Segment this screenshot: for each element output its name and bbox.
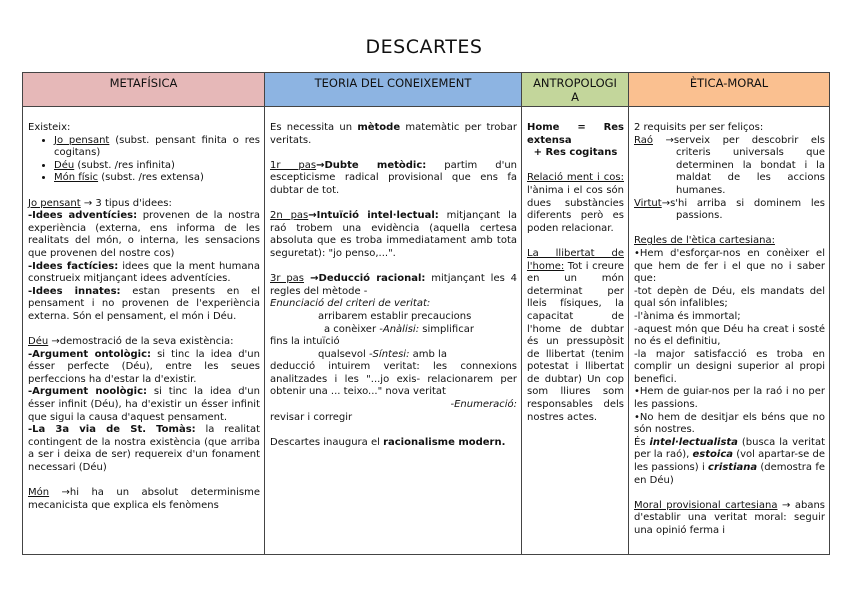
moral-provisional: Moral provisional cartesiana → abans d'establir una veritat moral: seguir una opinió ferma i [634,499,825,536]
summary-table [22,72,830,555]
header-antropologia: ANTROPOLOGIA [522,73,629,107]
argument-ontologic: -Argument ontològic: si tinc la idea d'un ésser perfecte (Déu), entre les seues perfeccions ha d'estar la d'existir. [28,348,260,385]
regla-3: •No hem de desitjar els béns que no són nostres. [634,411,825,436]
list-item: • Déu (subst. /res infinita) [54,160,260,173]
pas-1-dubte: 1r pas→Dubte metòdic: partim d'un escepticisme radical provisional que ens fa dubtar de tot. [270,159,517,196]
racionalisme-conclusion: Descartes inaugura el racionalisme modern. [270,436,506,448]
deduccio-line: arribarem establir precaucions [318,310,472,322]
mon-section: Món →hi ha un absolut determinisme mecanicista que explica els fenòmens [28,487,260,511]
home-definition-cont: + Res cogitans [533,147,618,159]
existeix-list [28,135,260,185]
page-title: DESCARTES [365,36,483,58]
regla-1b: -l'ànima és immortal; [634,310,741,322]
idees-adventicies: -Idees adventícies: provenen de la nostra experiència (externa, ens informa de les realitats del món, o interna, les sensacions que provenen del nostre cos) [28,210,261,259]
list-item: • Jo pensant (subst. pensant finita o res cogitans) [54,135,260,160]
etica-caracteristiques: És intel·lectualista (busca la veritat per la raó), estoica (vol apartar-se de les passions) i cristiana (demostra fe en Déu) [634,436,825,486]
metode-intro: Es necessita un mètode matemàtic per trobar veritats. [270,122,517,146]
analisi-line: a conèixer -Anàlisi: simplificar [324,323,474,335]
argument-noologic: -Argument noològic: si tinc la idea d'un ésser infinit (Déu), ha d'existir un ésser infinit que sigui la causa d'aquest pensament. [28,386,260,423]
home-definition: Home = Res extensa [527,122,624,146]
pas-2-intuicio: 2n pas→Intuïció intel·lectual: mitjançant la raó trobem una evidència (aquella certesa absoluta que es troba immediatament amb tota seguretat): "jo penso,...". [270,210,517,259]
regla-2: •Hem de guiar-nos per la raó i no per les passions. [634,386,825,411]
column-antropologia [522,107,629,554]
regla-1d: -la major satisfacció es troba en complir un designi superior al propi benefici. [634,348,825,385]
idees-facticies: -Idees factícies: idees que la ment humana construeix mitjançant idees adventícies. [28,260,260,285]
pas-3-deduccio: 3r pas →Deducció racional: mitjançant les 4 regles del mètode - [270,273,518,297]
regla-1: •Hem d'esforçar-nos en conèixer el que hem de fer i el que no i saber que: [634,247,825,285]
idees-innates: -Idees innates: estan presents en el pensament i no provenen de l'experiència externa. Són el pensament, el món i Déu. [28,285,260,322]
relacio-ment-cos: Relació ment i cos: l'ànima i el cos són dues substàncies diferents però es poden relacionar. [527,172,624,234]
list-item: • Món físic (subst. /res extensa) [54,172,260,185]
deduccio-line: deducció intuirem veritat: les connexions analitzades i les "...jo exis- relacionarem per obtenir una ... teixo..." nova veritat [270,361,517,398]
enumeracio-line: -Enumeració: [450,399,517,411]
requisits-intro: 2 requisits per ser feliços: [634,122,764,133]
regla-1c: -aquest món que Déu ha creat i sosté no és el definitiu, [634,323,825,348]
deu-section: Déu →demostració de la seva existència: [28,336,234,348]
llibertat-home: La llibertat de l'home: Tot i creure en un món determinat per lleis físiques, la capacitat de l'home de dubtar és un pressupòsit de llibertat (tenim potestat i llibertat de dubtar) Un cop som lliures som responsables dels nostres actes. [527,247,624,423]
deduccio-line: fins la intuïció [270,336,340,348]
column-teoria-coneixement [265,107,522,554]
regles-title: Regles de l'ètica cartesiana: [634,235,775,247]
enumeracio-text: revisar i corregir [270,411,353,423]
column-etica-moral [629,107,829,554]
header-metafisica: METAFÍSICA [23,73,265,107]
enunciacio: Enunciació del criteri de veritat: [270,298,431,310]
via-sant-tomas: -La 3a via de St. Tomàs: la realitat contingent de la nostra existència (que arriba a ser i deixa de ser) requereix d'un fonament necessari (Déu) [28,424,260,474]
regla-1a: -tot depèn de Déu, els mandats del qual són infalibles; [634,285,825,310]
header-etica-moral: ÈTICA-MORAL [629,73,829,107]
virtut-item: Virtut→s'hi arriba si dominem les passions. [634,197,825,222]
jo-pensant-section: Jo pensant → 3 tipus d'idees: [28,197,172,209]
existeix-label: Existeix: [28,122,71,133]
rao-item: Raó →serveix per descobrir els criteris universals que determinen la bondat i la maldat de les accions humanes. [634,134,825,196]
header-teoria-coneixement: TEORIA DEL CONEIXEMENT [265,73,522,107]
sintesi-line: qualsevol -Síntesi: amb la [318,348,447,360]
column-metafisica [23,107,265,554]
